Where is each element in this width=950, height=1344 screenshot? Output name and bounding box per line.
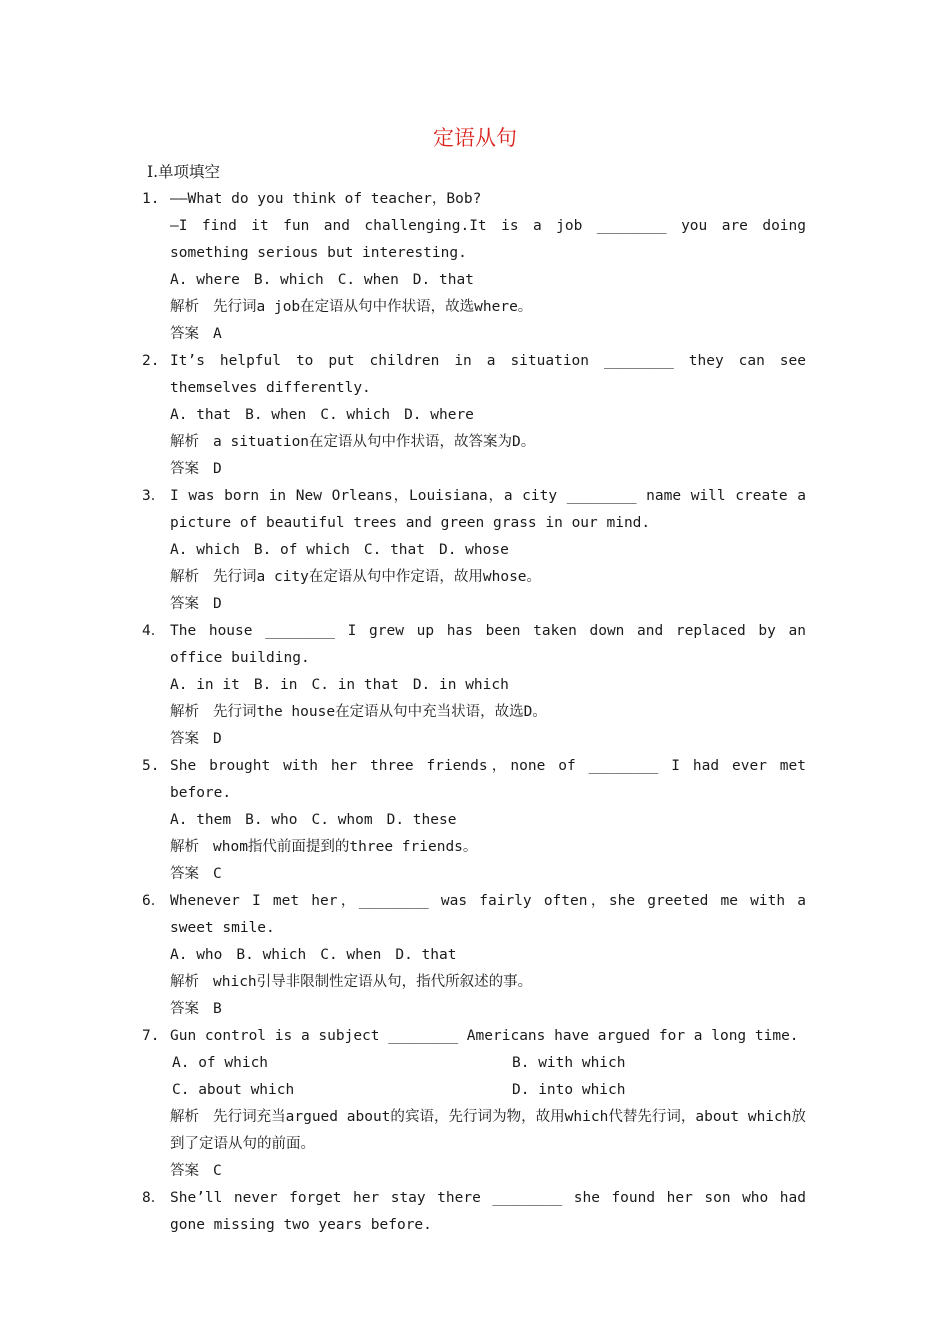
question-text: It’s helpful to put children in a situation ________ they can see themselves differently.: [170, 353, 806, 396]
option-c: C. when: [320, 947, 382, 963]
question-item: [142, 1185, 806, 1239]
option-a: A. where: [170, 272, 240, 288]
options: [142, 942, 806, 969]
question-item: [142, 348, 806, 483]
option-d: D. whose: [438, 542, 509, 558]
answer: [142, 456, 806, 483]
analysis-text: 先行词a city在定语从句中作定语，故用whose。: [213, 569, 542, 585]
question-item: [142, 888, 806, 1023]
question-item: [142, 1023, 806, 1185]
option-a: A. which: [170, 542, 240, 558]
question-number: 7.: [142, 1028, 160, 1044]
option-c: C. that: [363, 542, 425, 558]
page-title: 定语从句: [433, 126, 517, 150]
answer: [142, 861, 806, 888]
answer-value: A: [213, 326, 222, 342]
analysis: [142, 429, 806, 456]
question-item: [142, 483, 806, 618]
answer-value: C: [213, 1163, 222, 1179]
answer-label: 答案: [170, 866, 199, 882]
analysis: [142, 699, 806, 726]
option-c: C. about which: [172, 1082, 295, 1098]
analysis-label: 解析: [170, 839, 199, 855]
analysis-text: whom指代前面提到的three friends。: [213, 839, 478, 855]
question-number: 2.: [142, 353, 160, 369]
option-b: B. of which: [253, 542, 350, 558]
question-text: She’ll never forget her stay there ________ she found her son who had gone missing two years before.: [170, 1190, 806, 1233]
question-number: 5.: [142, 758, 160, 774]
question-text: Whenever I met her，________ was fairly often，she greeted me with a sweet smile.: [170, 893, 806, 936]
option-a: A. in it: [170, 677, 240, 693]
options-row: [142, 1077, 806, 1104]
question-text: The house ________ I grew up has been taken down and replaced by an office building.: [170, 623, 806, 666]
option-d: D. that: [395, 947, 457, 963]
analysis-label: 解析: [170, 1109, 200, 1125]
answer-value: B: [213, 1001, 222, 1017]
analysis-text: a situation在定语从句中作状语，故答案为D。: [213, 434, 536, 450]
analysis-label: 解析: [170, 569, 199, 585]
answer: [142, 321, 806, 348]
option-d: D. that: [412, 272, 474, 288]
analysis: [142, 834, 806, 861]
answer: [142, 726, 806, 753]
option-a: A. that: [170, 407, 232, 423]
option-a: A. of which: [172, 1055, 269, 1071]
analysis-label: 解析: [170, 704, 199, 720]
answer-value: D: [213, 461, 222, 477]
question-number: 8．: [142, 1190, 166, 1206]
analysis-label: 解析: [170, 299, 199, 315]
analysis-text: 先行词the house在定语从句中充当状语，故选D。: [213, 704, 547, 720]
option-b: B. who: [245, 812, 298, 828]
question-text: —I find it fun and challenging.It is a job ________ you are doing something serious but interesting.: [170, 218, 806, 261]
question-item: [142, 753, 806, 888]
answer-label: 答案: [170, 461, 199, 477]
option-c: C. which: [320, 407, 391, 423]
options: [142, 402, 806, 429]
option-b: B. which: [253, 272, 324, 288]
analysis-text: 先行词a job在定语从句中作状语，故选where。: [213, 299, 533, 315]
option-b: B. in: [253, 677, 298, 693]
option-c: C. whom: [311, 812, 373, 828]
section-heading: Ⅰ.单项填空: [147, 163, 221, 181]
analysis: [142, 564, 806, 591]
question-text: ——What do you think of teacher，Bob?: [170, 191, 482, 207]
question-item: [142, 186, 806, 348]
question-number: 6．: [142, 893, 166, 909]
options: [142, 807, 806, 834]
answer-label: 答案: [170, 1163, 199, 1179]
question-number: 1.: [142, 191, 160, 207]
analysis-label: 解析: [170, 434, 199, 450]
options: [142, 267, 806, 294]
question-list: [142, 186, 806, 1239]
question-text: She brought with her three friends，none of ________ I had ever met before.: [170, 758, 806, 801]
question-text: I was born in New Orleans，Louisiana，a city ________ name will create a picture of beautiful trees and green grass in our mind.: [170, 488, 806, 531]
analysis-text: which引导非限制性定语从句，指代所叙述的事。: [213, 974, 533, 990]
question-number: 3．: [142, 488, 166, 504]
options: [142, 537, 806, 564]
answer-value: C: [213, 866, 222, 882]
analysis: [142, 1104, 806, 1158]
option-d: D. in which: [412, 677, 509, 693]
answer: [142, 996, 806, 1023]
answer: [142, 1158, 806, 1185]
question-text: Gun control is a subject ________ Americans have argued for a long time.: [170, 1028, 799, 1044]
option-c: C. when: [337, 272, 399, 288]
answer-value: D: [213, 596, 222, 612]
option-a: A. who: [170, 947, 223, 963]
analysis-text: 先行词充当argued about的宾语，先行词为物，故用which代替先行词，about which放到了定语从句的前面。: [170, 1109, 807, 1152]
option-b: B. with which: [512, 1055, 626, 1071]
answer-label: 答案: [170, 731, 199, 747]
option-d: D. these: [386, 812, 457, 828]
question-number: 4．: [142, 623, 166, 639]
option-c: C. in that: [311, 677, 399, 693]
option-d: D. where: [404, 407, 474, 423]
option-b: B. when: [245, 407, 307, 423]
answer: [142, 591, 806, 618]
question-item: [142, 618, 806, 753]
analysis: [142, 294, 806, 321]
option-a: A. them: [170, 812, 232, 828]
option-d: D. into which: [512, 1082, 626, 1098]
answer-label: 答案: [170, 1001, 199, 1017]
analysis-label: 解析: [170, 974, 199, 990]
analysis: [142, 969, 806, 996]
options: [142, 672, 806, 699]
answer-label: 答案: [170, 326, 199, 342]
option-b: B. which: [236, 947, 307, 963]
options-row: [142, 1050, 806, 1077]
answer-value: D: [213, 731, 222, 747]
answer-label: 答案: [170, 596, 199, 612]
